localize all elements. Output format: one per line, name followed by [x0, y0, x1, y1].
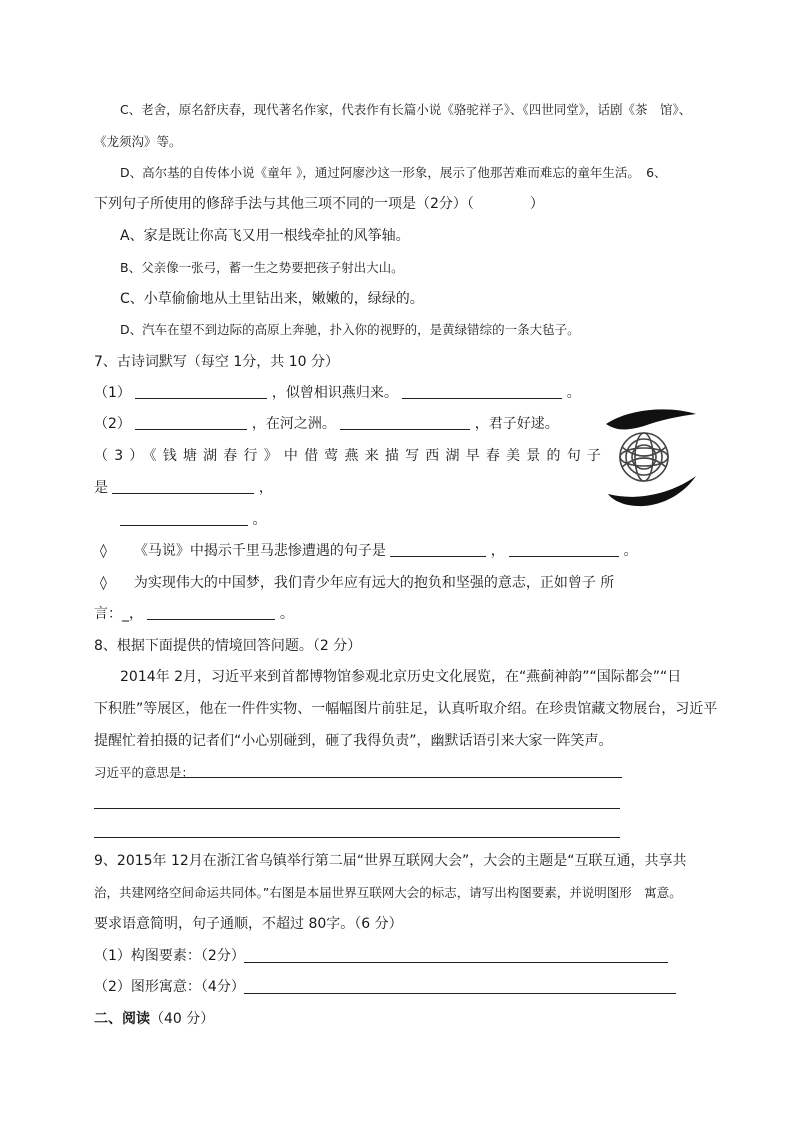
- q7-item-2-blank-b[interactable]: [340, 415, 470, 430]
- q9-item-2-answer-line[interactable]: [244, 993, 676, 994]
- q7-item-4-text: 《马说》中揭示千里马悲惨遭遇的句子是: [133, 543, 386, 559]
- section-2-title: 二、阅读: [94, 1011, 150, 1027]
- q6-option-b: B、父亲像一张弓，蓄一生之势要把孩子射出大山。: [120, 260, 404, 275]
- world-internet-conference-logo-icon: [600, 402, 700, 510]
- q7-item-3-line3: [120, 510, 266, 530]
- q7-item-5-text: 为实现伟大的中国梦，我们青少年应有远大的抱负和坚强的意志，正如曾子 所: [133, 575, 615, 591]
- q9-passage-line2: 治，共建网络空间命运共同体。”右图是本届世界互联网大会的标志，请写出构图要素，并说明图形 寓意。: [94, 885, 682, 900]
- q7-item-3-blank-b[interactable]: [120, 511, 248, 526]
- q7-item-1-blank-a[interactable]: [135, 384, 267, 399]
- q7-item-4: [100, 541, 638, 561]
- logo-top-brush-stroke: [606, 409, 696, 429]
- q8-answer-line-3[interactable]: [94, 837, 620, 838]
- q7-item-2-blank-a[interactable]: [135, 415, 247, 430]
- q8-answer-line-1[interactable]: [174, 777, 622, 778]
- q8-passage-line1: 2014年 2月，习近平来到首都博物馆参观北京历史文化展览，在“燕蓟神韵”“国际都会”“日: [120, 669, 682, 685]
- q7-item-3-comma: ，: [258, 480, 273, 496]
- q7-item-5-prefix: 言：_，: [94, 606, 143, 622]
- logo-bottom-brush-stroke: [608, 476, 696, 506]
- q7-item-1-end: 。: [566, 385, 581, 401]
- q7-item-2: [94, 414, 559, 434]
- q6-option-d: D、汽车在望不到边际的高原上奔驰，扑入你的视野的，是黄绿错综的一条大毡子。: [120, 322, 580, 337]
- q7-item-4-end: 。: [623, 543, 638, 559]
- q7-item-4-blank-a[interactable]: [390, 542, 486, 557]
- q7-item-4-bullet: ◊: [100, 543, 107, 559]
- q7-item-2-end: ，君子好逑。: [474, 416, 559, 432]
- q7-item-4-comma: ，: [490, 543, 505, 559]
- q6-option-a: A、家是既让你高飞又用一根线牵扯的风筝轴。: [120, 228, 410, 244]
- q7-item-1: [94, 383, 581, 403]
- q8-passage-line2: 下积胜”等展区，他在一件件实物、一幅幅图片前驻足，认真听取介绍。在珍贵馆藏文物展台，习近平: [94, 701, 718, 717]
- q7-title: 7、古诗词默写（每空 1分，共 10 分）: [94, 354, 339, 370]
- q8-title: 8、根据下面提供的情境回答问题。（2 分）: [94, 638, 362, 654]
- q7-item-2-text: ，在河之洲。: [251, 416, 336, 432]
- q9-passage-line1: 9、2015年 12月在浙江省乌镇举行第二届“世界互联网大会”，大会的主题是“互联互通，共享共: [94, 853, 687, 869]
- q5-option-d-line1: D、高尔基的自传体小说《童年 》，通过阿廖沙这一形象，展示了他那苦难而难忘的童年生活。 6、: [120, 165, 667, 180]
- q6-option-c: C、小草偷偷地从土里钻出来，嫩嫩的，绿绿的。: [120, 291, 424, 307]
- q7-item-1-text: ，似曾相识燕归来。: [271, 385, 398, 401]
- q7-item-1-number: （1）: [94, 385, 131, 401]
- q7-item-3-line2: [94, 478, 273, 498]
- section-2-heading: [94, 1009, 214, 1029]
- q7-item-3-end: 。: [252, 512, 267, 528]
- q7-item-5-end: 。: [279, 606, 294, 622]
- q7-item-3-prefix: 是: [94, 480, 108, 496]
- q7-item-3-line1: （3）《钱塘湖春行》中借莺燕来描写西湖早春美景的句子: [94, 448, 608, 464]
- section-2-score: （40 分）: [150, 1011, 215, 1027]
- q8-answer-label: 习近平的意思是：: [94, 765, 195, 780]
- q7-item-1-blank-b[interactable]: [402, 384, 562, 399]
- q7-item-3-blank-a[interactable]: [112, 479, 254, 494]
- q8-passage-line3: 提醒忙着拍摄的记者们“小心别碰到，砸了我得负责”，幽默话语引来大家一阵笑声。: [94, 733, 613, 749]
- q6-stem: 下列句子所使用的修辞手法与其他三项不同的一项是（2分）（ ）: [94, 196, 544, 212]
- q5-option-c-line2: 《龙须沟》等。: [94, 134, 182, 149]
- q7-item-5-line1: [100, 573, 614, 593]
- logo-globe: [620, 433, 668, 481]
- q7-item-5-line2: [94, 604, 294, 624]
- q7-item-5-blank[interactable]: [147, 605, 275, 620]
- q7-item-4-blank-b[interactable]: [509, 542, 619, 557]
- q5-option-c-line1: C、老舍，原名舒庆春，现代著名作家，代表作有长篇小说《骆驼祥子》、《四世同堂》，话剧《茶 馆》、: [120, 102, 692, 117]
- q8-answer-line-2[interactable]: [94, 808, 620, 809]
- q9-item-2-label: （2）图形寓意：（4分）: [94, 979, 245, 995]
- q9-passage-line3: 要求语意简明，句子通顺，不超过 80字。（6 分）: [94, 916, 403, 932]
- q9-item-1-answer-line[interactable]: [244, 962, 668, 963]
- q9-item-1-label: （1）构图要素：（2分）: [94, 948, 245, 964]
- q7-item-5-bullet: ◊: [100, 575, 107, 591]
- q7-item-2-number: （2）: [94, 416, 131, 432]
